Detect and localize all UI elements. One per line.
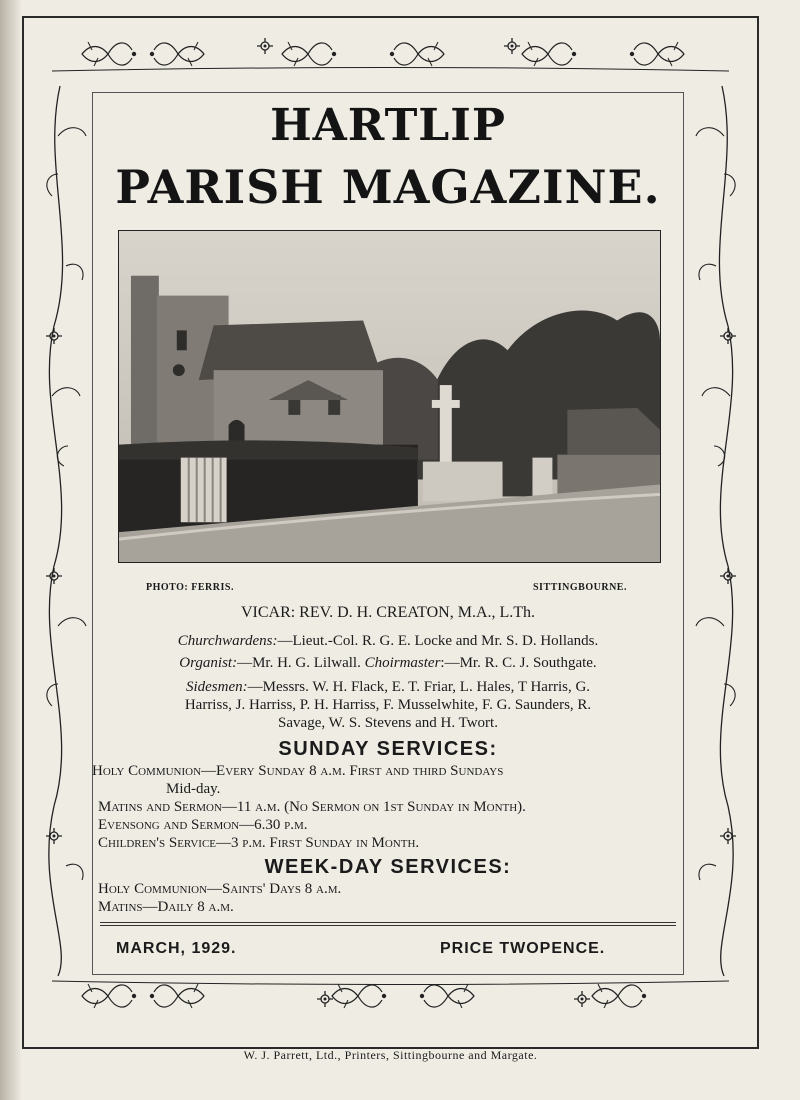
church-photo: [118, 230, 661, 563]
printer-imprint: W. J. Parrett, Ltd., Printers, Sittingbourne and Margate.: [243, 1048, 538, 1062]
issue-date: MARCH, 1929.: [116, 940, 237, 957]
sunday-services-heading: SUNDAY SERVICES:: [278, 738, 498, 760]
organist-label: Organist:: [179, 655, 238, 671]
churchwardens-names: —Lieut.-Col. R. G. E. Locke and Mr. S. D. Hollands.: [277, 633, 599, 649]
choirmaster-label: Choirmaster: [364, 655, 441, 671]
sidesmen-line1: [92, 678, 684, 696]
photo-location: SITTINGBOURNE.: [533, 582, 627, 593]
divider-rule: [100, 922, 676, 923]
sunday-holy-communion-line1: Holy Communion—Every Sunday 8 a.m. First and third Sundays: [92, 763, 504, 779]
churchwardens-line: [92, 632, 684, 650]
sunday-holy-communion-line2: Mid-day.: [166, 781, 221, 797]
church-photo-illustration: [119, 231, 660, 562]
sidesmen-names-1: —Messrs. W. H. Flack, E. T. Friar, L. Hales, T Harris, G.: [247, 679, 591, 695]
photo-credit: PHOTO: FERRIS.: [146, 582, 234, 593]
sunday-childrens-service: Children's Service—3 p.m. First Sunday in Month.: [98, 835, 420, 851]
vicar-line: VICAR: REV. D. H. CREATON, M.A., L.Th.: [240, 604, 536, 621]
weekday-holy-communion: Holy Communion—Saints' Days 8 a.m.: [98, 881, 342, 897]
divider-rule-double: [100, 925, 676, 926]
choirmaster-name: :—Mr. R. C. J. Southgate.: [440, 655, 597, 671]
magazine-title-line1: HARTLIP: [270, 100, 506, 151]
magazine-title-line2: PARISH MAGAZINE.: [115, 160, 661, 214]
organist-choirmaster-line: [92, 654, 684, 672]
organist-name: —Mr. H. G. Lilwall.: [237, 655, 361, 671]
sidesmen-label: Sidesmen:: [185, 679, 248, 695]
sunday-evensong: Evensong and Sermon—6.30 p.m.: [98, 817, 308, 833]
sunday-matins: Matins and Sermon—11 a.m. (No Sermon on 1st Sunday in Month).: [98, 799, 526, 815]
churchwardens-label: Churchwardens:: [177, 633, 278, 649]
weekday-matins: Matins—Daily 8 a.m.: [98, 899, 234, 915]
weekday-services-heading: WEEK-DAY SERVICES:: [264, 856, 512, 878]
price-label: PRICE TWOPENCE.: [440, 940, 606, 957]
sidesmen-line3: Savage, W. S. Stevens and H. Twort.: [278, 715, 498, 731]
sidesmen-line2: Harriss, J. Harriss, P. H. Harriss, F. Musselwhite, F. G. Saunders, R.: [184, 697, 592, 713]
